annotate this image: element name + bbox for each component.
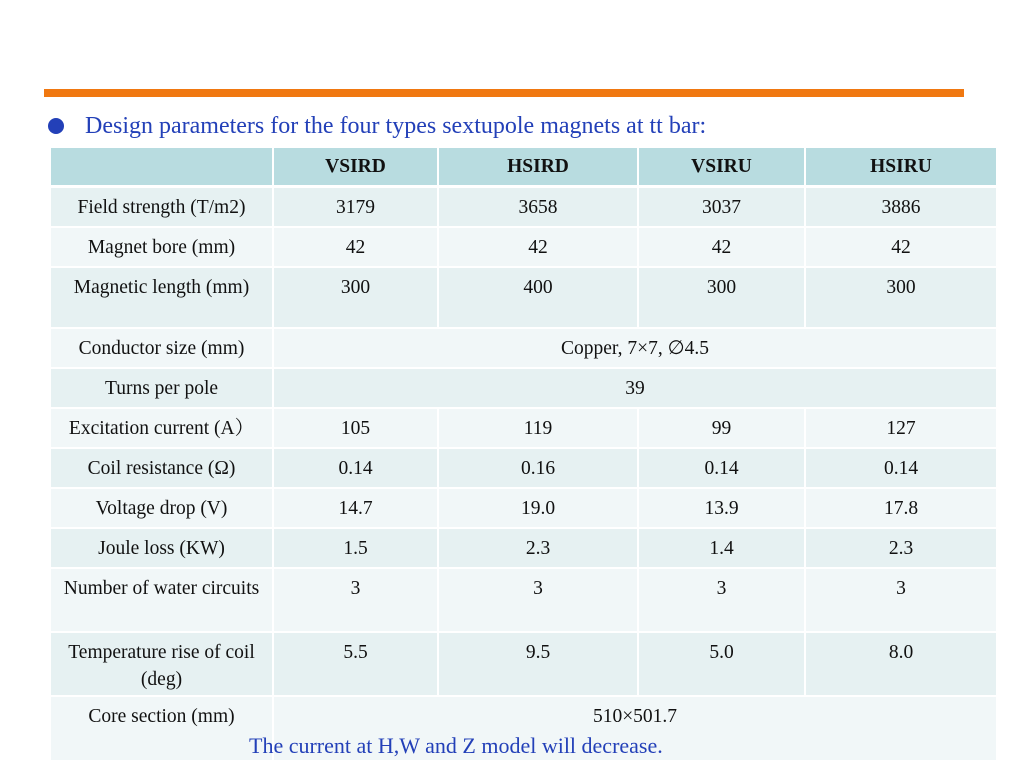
cell-hsiru: 3 xyxy=(806,569,996,633)
cell-hsiru: 127 xyxy=(806,409,996,449)
cell-vsiru: 42 xyxy=(639,228,806,268)
cell-vsiru: 0.14 xyxy=(639,449,806,489)
table-row-conductor-size xyxy=(51,329,996,369)
cell-vsiru: 13.9 xyxy=(639,489,806,529)
header-cell-hsird: HSIRD xyxy=(439,148,639,188)
cell-vsird: 3179 xyxy=(274,188,439,228)
table-row-water-circuits xyxy=(51,569,996,633)
cell-hsiru: 42 xyxy=(806,228,996,268)
cell-hsird: 9.5 xyxy=(439,633,639,697)
cell-hsiru: 3886 xyxy=(806,188,996,228)
row-label: Number of water circuits xyxy=(51,569,274,633)
cell-hsird: 2.3 xyxy=(439,529,639,569)
row-label: Voltage drop (V) xyxy=(51,489,274,529)
table-row-coil-resistance xyxy=(51,449,996,489)
cell-vsird: 105 xyxy=(274,409,439,449)
row-label: Coil resistance (Ω) xyxy=(51,449,274,489)
merged-cell-conductor: Copper, 7×7, ∅4.5 xyxy=(274,329,996,369)
cell-hsird: 3658 xyxy=(439,188,639,228)
row-label: Field strength (T/m2) xyxy=(51,188,274,228)
cell-hsird: 3 xyxy=(439,569,639,633)
row-label-highlighted: Excitation current (A） xyxy=(51,409,274,449)
cell-hsird: 119 xyxy=(439,409,639,449)
table-row-field-strength xyxy=(51,188,996,228)
row-label: Magnetic length (mm) xyxy=(51,268,274,329)
cell-hsiru: 17.8 xyxy=(806,489,996,529)
cell-vsiru: 5.0 xyxy=(639,633,806,697)
table-row-turns-per-pole xyxy=(51,369,996,409)
cell-hsird: 19.0 xyxy=(439,489,639,529)
bullet-icon xyxy=(48,118,64,134)
table-row-magnetic-length xyxy=(51,268,996,329)
row-label: Temperature rise of coil (deg) xyxy=(51,633,274,697)
table-row-excitation-current xyxy=(51,409,996,449)
cell-vsird: 3 xyxy=(274,569,439,633)
orange-divider-line xyxy=(44,89,964,97)
cell-hsird: 400 xyxy=(439,268,639,329)
merged-cell-turns: 39 xyxy=(274,369,996,409)
header-cell-vsird: VSIRD xyxy=(274,148,439,188)
cell-vsiru: 300 xyxy=(639,268,806,329)
header-cell-blank xyxy=(51,148,274,188)
cell-hsird: 42 xyxy=(439,228,639,268)
table-row-temperature-rise xyxy=(51,633,996,697)
cell-vsiru: 3 xyxy=(639,569,806,633)
cell-vsiru: 99 xyxy=(639,409,806,449)
footnote-text: The current at H,W and Z model will decrease. xyxy=(249,733,663,758)
row-label: Joule loss (KW) xyxy=(51,529,274,569)
table-row-joule-loss xyxy=(51,529,996,569)
merged-cell-core-section: 510×501.7 xyxy=(274,697,996,762)
header-cell-hsiru: HSIRU xyxy=(806,148,996,188)
cell-hsiru: 8.0 xyxy=(806,633,996,697)
table-header-row xyxy=(51,148,996,188)
cell-vsird: 42 xyxy=(274,228,439,268)
cell-vsird: 14.7 xyxy=(274,489,439,529)
cell-vsird: 1.5 xyxy=(274,529,439,569)
cell-vsiru: 3037 xyxy=(639,188,806,228)
row-label: Turns per pole xyxy=(51,369,274,409)
cell-vsiru: 1.4 xyxy=(639,529,806,569)
row-label: Conductor size (mm) xyxy=(51,329,274,369)
row-label: Magnet bore (mm) xyxy=(51,228,274,268)
heading-text: Design parameters for the four types sextupole magnets at tt bar: xyxy=(85,112,707,139)
table-row-voltage-drop xyxy=(51,489,996,529)
cell-vsird: 300 xyxy=(274,268,439,329)
cell-hsird: 0.16 xyxy=(439,449,639,489)
table-row-magnet-bore xyxy=(51,228,996,268)
cell-hsiru: 2.3 xyxy=(806,529,996,569)
parameters-table xyxy=(51,148,996,762)
row-label: Core section (mm) xyxy=(51,697,274,762)
slide-heading xyxy=(48,111,706,141)
header-cell-vsiru: VSIRU xyxy=(639,148,806,188)
cell-vsird: 0.14 xyxy=(274,449,439,489)
cell-hsiru: 300 xyxy=(806,268,996,329)
cell-vsird: 5.5 xyxy=(274,633,439,697)
cell-hsiru: 0.14 xyxy=(806,449,996,489)
